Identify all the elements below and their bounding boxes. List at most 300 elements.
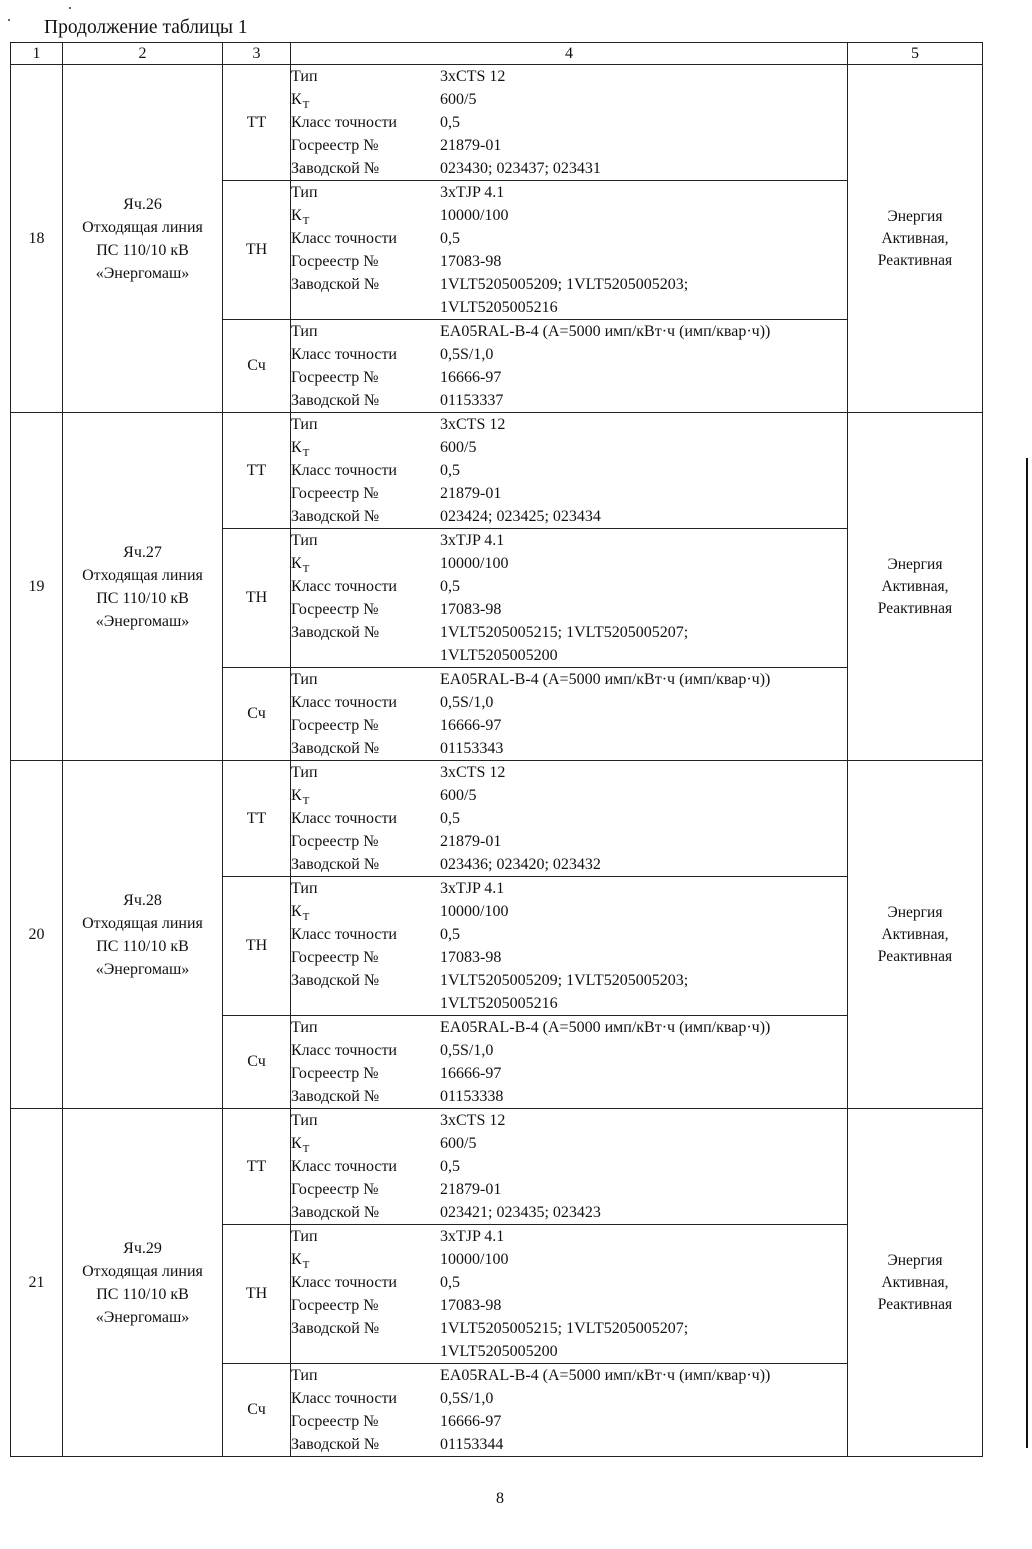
spec-key xyxy=(291,1201,440,1224)
spec-key-text: Класс точности xyxy=(291,810,397,827)
spec-row xyxy=(291,1085,847,1108)
spec-value: 16666-97 xyxy=(440,717,502,734)
energy-type xyxy=(848,65,983,413)
spec-key xyxy=(291,1364,440,1387)
spec-key-text: Класс точности xyxy=(291,1390,397,1407)
spec-key xyxy=(291,366,440,389)
feeder-name-line: «Энергомаш» xyxy=(95,1308,190,1326)
spec-key xyxy=(291,900,440,923)
equipment-spec-sch xyxy=(291,1364,848,1457)
spec-value: 3xTJP 4.1 xyxy=(440,184,505,201)
spec-row xyxy=(291,1340,847,1363)
spec-row xyxy=(291,1364,847,1387)
spec-row xyxy=(291,946,847,969)
column-header: 1 xyxy=(11,43,63,65)
equipment-kind-tt: ТТ xyxy=(223,1109,291,1225)
spec-value: 10000/100 xyxy=(440,1251,509,1268)
spec-key xyxy=(291,227,440,250)
spec-key-text: Класс точности xyxy=(291,462,397,479)
spec-key xyxy=(291,668,440,691)
spec-value: 023436; 023420; 023432 xyxy=(440,856,601,873)
spec-row xyxy=(291,900,847,923)
spec-key-text: К xyxy=(291,555,302,572)
spec-row xyxy=(291,992,847,1015)
spec-row xyxy=(291,877,847,900)
spec-value: 21879-01 xyxy=(440,833,502,850)
spec-key-text: Класс точности xyxy=(291,1042,397,1059)
spec-key-text: Госреестр № xyxy=(291,1181,379,1198)
spec-value: 600/5 xyxy=(440,439,477,456)
spec-key xyxy=(291,1248,440,1271)
spec-key-subscript: Т xyxy=(302,447,310,459)
spec-key xyxy=(291,1178,440,1201)
energy-type-line: Энергия xyxy=(887,1251,943,1269)
spec-value: 17083-98 xyxy=(440,253,502,270)
spec-key-text: Тип xyxy=(291,671,318,688)
energy-type-line: Реактивная xyxy=(877,1295,953,1313)
feeder-name xyxy=(63,761,223,1109)
spec-key-subscript: Т xyxy=(302,795,310,807)
spec-row xyxy=(291,1271,847,1294)
spec-value: 16666-97 xyxy=(440,1413,502,1430)
spec-key-text: Тип xyxy=(291,1019,318,1036)
spec-key xyxy=(291,181,440,204)
spec-key xyxy=(291,1317,440,1340)
spec-key-subscript: Т xyxy=(302,1259,310,1271)
spec-key-text: Госреестр № xyxy=(291,717,379,734)
spec-row xyxy=(291,1155,847,1178)
spec-key xyxy=(291,505,440,528)
spec-key xyxy=(291,992,440,1015)
spec-key xyxy=(291,761,440,784)
feeder-name xyxy=(63,1109,223,1457)
spec-key xyxy=(291,250,440,273)
equipment-kind-th: ТН xyxy=(223,529,291,668)
equipment-spec-th xyxy=(291,181,848,320)
energy-type-line: Энергия xyxy=(887,207,943,225)
spec-value: 0,5 xyxy=(440,1274,460,1291)
feeder-name-line: «Энергомаш» xyxy=(95,612,190,630)
spec-key-text: Госреестр № xyxy=(291,1413,379,1430)
spec-key xyxy=(291,389,440,412)
spec-value: 600/5 xyxy=(440,787,477,804)
spec-value: EA05RAL-B-4 (A=5000 имп/кВт·ч (имп/квар·ч)) xyxy=(440,1019,771,1036)
spec-value: 01153343 xyxy=(440,740,504,757)
spec-value: 0,5 xyxy=(440,462,460,479)
spec-value: 0,5 xyxy=(440,114,460,131)
spec-row xyxy=(291,853,847,876)
scan-edge-line xyxy=(1026,458,1028,1448)
spec-value: EA05RAL-B-4 (A=5000 имп/кВт·ч (имп/квар·ч)) xyxy=(440,323,771,340)
equipment-table xyxy=(10,42,983,1457)
page-number: 8 xyxy=(496,1490,504,1507)
energy-type xyxy=(848,1109,983,1457)
spec-value: 1VLT5205005200 xyxy=(440,1343,558,1360)
spec-key-text: Госреестр № xyxy=(291,949,379,966)
spec-key-text: Госреестр № xyxy=(291,369,379,386)
spec-key-text: К xyxy=(291,91,302,108)
spec-value: 3xTJP 4.1 xyxy=(440,532,505,549)
spec-key-text: Заводской № xyxy=(291,972,380,989)
spec-key xyxy=(291,1016,440,1039)
row-number: 20 xyxy=(11,761,63,1109)
spec-row xyxy=(291,1178,847,1201)
feeder-name-line: Яч.27 xyxy=(123,543,162,561)
feeder-name-line: Отходящая линия xyxy=(82,1262,203,1280)
spec-key xyxy=(291,807,440,830)
spec-key xyxy=(291,1039,440,1062)
spec-row xyxy=(291,969,847,992)
spec-key xyxy=(291,575,440,598)
column-number-header-row xyxy=(11,43,983,65)
energy-type xyxy=(848,413,983,761)
scan-speck xyxy=(8,19,10,21)
spec-key xyxy=(291,923,440,946)
spec-value: 16666-97 xyxy=(440,369,502,386)
spec-key-text: Класс точности xyxy=(291,114,397,131)
spec-key-text: Заводской № xyxy=(291,508,380,525)
feeder-name-line: «Энергомаш» xyxy=(95,264,190,282)
spec-row xyxy=(291,227,847,250)
spec-key-text: Заводской № xyxy=(291,1320,380,1337)
feeder-name-line: Отходящая линия xyxy=(82,566,203,584)
spec-row xyxy=(291,459,847,482)
spec-key-text: Заводской № xyxy=(291,740,380,757)
equipment-spec-th xyxy=(291,529,848,668)
spec-row xyxy=(291,413,847,436)
spec-value: 01153338 xyxy=(440,1088,504,1105)
spec-key-text: К xyxy=(291,439,302,456)
energy-type-line: Реактивная xyxy=(877,947,953,965)
spec-key xyxy=(291,1225,440,1248)
equipment-spec-tt xyxy=(291,761,848,877)
spec-value: 0,5 xyxy=(440,810,460,827)
spec-key xyxy=(291,1387,440,1410)
table-row-tt xyxy=(11,413,983,529)
spec-row xyxy=(291,1201,847,1224)
spec-value: 3xCTS 12 xyxy=(440,1112,506,1129)
spec-key-text: К xyxy=(291,207,302,224)
spec-key xyxy=(291,1410,440,1433)
spec-value: 1VLT5205005215; 1VLT5205005207; xyxy=(440,1320,689,1337)
spec-key xyxy=(291,1271,440,1294)
row-number: 19 xyxy=(11,413,63,761)
table-row-tt xyxy=(11,65,983,181)
row-number: 21 xyxy=(11,1109,63,1457)
column-header: 5 xyxy=(848,43,983,65)
spec-key xyxy=(291,1433,440,1456)
spec-key xyxy=(291,343,440,366)
spec-key-text: Госреестр № xyxy=(291,833,379,850)
spec-value: 3xCTS 12 xyxy=(440,68,506,85)
equipment-spec-sch xyxy=(291,668,848,761)
spec-row xyxy=(291,761,847,784)
spec-row xyxy=(291,1410,847,1433)
feeder-name xyxy=(63,65,223,413)
spec-value: 0,5S/1,0 xyxy=(440,1390,494,1407)
spec-row xyxy=(291,691,847,714)
spec-key xyxy=(291,1155,440,1178)
equipment-spec-th xyxy=(291,877,848,1016)
spec-row xyxy=(291,1132,847,1155)
equipment-spec-tt xyxy=(291,413,848,529)
equipment-kind-sch: Сч xyxy=(223,668,291,761)
spec-key-text: Заводской № xyxy=(291,392,380,409)
spec-key xyxy=(291,1132,440,1155)
spec-key xyxy=(291,65,440,88)
spec-value: 10000/100 xyxy=(440,207,509,224)
spec-key-text: Заводской № xyxy=(291,1088,380,1105)
spec-row xyxy=(291,204,847,227)
spec-key xyxy=(291,877,440,900)
feeder-name-line: Яч.28 xyxy=(123,891,162,909)
spec-row xyxy=(291,598,847,621)
spec-key-text: Заводской № xyxy=(291,276,380,293)
spec-key-text: К xyxy=(291,1135,302,1152)
spec-key-text: Тип xyxy=(291,1367,318,1384)
spec-value: 023421; 023435; 023423 xyxy=(440,1204,601,1221)
spec-value: 0,5S/1,0 xyxy=(440,346,494,363)
spec-row xyxy=(291,65,847,88)
spec-key-text: К xyxy=(291,787,302,804)
spec-key-text: Заводской № xyxy=(291,160,380,177)
spec-value: 1VLT5205005200 xyxy=(440,647,558,664)
spec-key xyxy=(291,714,440,737)
spec-row xyxy=(291,343,847,366)
spec-key-text: Тип xyxy=(291,416,318,433)
equipment-spec-tt xyxy=(291,65,848,181)
feeder-name-line: ПС 110/10 кВ xyxy=(96,937,189,955)
spec-key-subscript: Т xyxy=(302,911,310,923)
spec-key-text: Тип xyxy=(291,532,318,549)
equipment-spec-sch xyxy=(291,320,848,413)
spec-value: 3xTJP 4.1 xyxy=(440,1228,505,1245)
spec-value: 0,5 xyxy=(440,230,460,247)
spec-key xyxy=(291,598,440,621)
equipment-kind-sch: Сч xyxy=(223,320,291,413)
spec-key-text: Тип xyxy=(291,68,318,85)
spec-key-subscript: Т xyxy=(302,99,310,111)
spec-row xyxy=(291,1016,847,1039)
equipment-kind-tt: ТТ xyxy=(223,761,291,877)
spec-row xyxy=(291,1317,847,1340)
spec-key xyxy=(291,737,440,760)
spec-row xyxy=(291,436,847,459)
spec-key-text: Госреестр № xyxy=(291,601,379,618)
spec-key xyxy=(291,621,440,644)
spec-value: 1VLT5205005215; 1VLT5205005207; xyxy=(440,624,689,641)
spec-value: 1VLT5205005216 xyxy=(440,299,558,316)
feeder-name-line: Яч.26 xyxy=(123,195,162,213)
spec-value: 21879-01 xyxy=(440,137,502,154)
spec-value: 17083-98 xyxy=(440,1297,502,1314)
spec-key-text: Класс точности xyxy=(291,578,397,595)
spec-key xyxy=(291,1085,440,1108)
row-number: 18 xyxy=(11,65,63,413)
spec-value: 0,5 xyxy=(440,1158,460,1175)
spec-row xyxy=(291,366,847,389)
spec-key-text: Тип xyxy=(291,184,318,201)
spec-key-text: Класс точности xyxy=(291,1158,397,1175)
spec-value: 17083-98 xyxy=(440,601,502,618)
energy-type-line: Энергия xyxy=(887,555,943,573)
spec-value: 1VLT5205005216 xyxy=(440,995,558,1012)
spec-key xyxy=(291,1340,440,1363)
equipment-kind-th: ТН xyxy=(223,181,291,320)
spec-row xyxy=(291,668,847,691)
spec-key-text: Класс точности xyxy=(291,1274,397,1291)
spec-key xyxy=(291,459,440,482)
energy-type-line: Активная, xyxy=(881,577,949,595)
equipment-kind-sch: Сч xyxy=(223,1364,291,1457)
spec-value: 21879-01 xyxy=(440,485,502,502)
equipment-kind-tt: ТТ xyxy=(223,65,291,181)
spec-key xyxy=(291,296,440,319)
feeder-name-line: ПС 110/10 кВ xyxy=(96,1285,189,1303)
spec-value: 16666-97 xyxy=(440,1065,502,1082)
spec-key-text: Госреестр № xyxy=(291,485,379,502)
spec-row xyxy=(291,157,847,180)
spec-key-text: К xyxy=(291,1251,302,1268)
feeder-name-line: «Энергомаш» xyxy=(95,960,190,978)
spec-row xyxy=(291,296,847,319)
spec-key-text: Тип xyxy=(291,764,318,781)
energy-type-line: Реактивная xyxy=(877,599,953,617)
spec-value: 17083-98 xyxy=(440,949,502,966)
spec-key xyxy=(291,134,440,157)
feeder-name-line: Яч.29 xyxy=(123,1239,162,1257)
spec-key xyxy=(291,204,440,227)
spec-row xyxy=(291,181,847,204)
spec-key-text: Тип xyxy=(291,880,318,897)
spec-row xyxy=(291,1062,847,1085)
spec-key xyxy=(291,1109,440,1132)
spec-value: 1VLT5205005209; 1VLT5205005203; xyxy=(440,972,689,989)
spec-key xyxy=(291,88,440,111)
spec-key-text: Заводской № xyxy=(291,856,380,873)
equipment-kind-sch: Сч xyxy=(223,1016,291,1109)
spec-row xyxy=(291,1039,847,1062)
equipment-kind-th: ТН xyxy=(223,1225,291,1364)
spec-value: 0,5 xyxy=(440,578,460,595)
spec-key-text: Класс точности xyxy=(291,346,397,363)
spec-value: 0,5 xyxy=(440,926,460,943)
table-caption: Продолжение таблицы 1 xyxy=(44,17,248,38)
spec-key xyxy=(291,853,440,876)
spec-row xyxy=(291,807,847,830)
spec-row xyxy=(291,134,847,157)
spec-row xyxy=(291,1294,847,1317)
spec-row xyxy=(291,1387,847,1410)
feeder-name-line: Отходящая линия xyxy=(82,914,203,932)
spec-key xyxy=(291,273,440,296)
feeder-name-line: Отходящая линия xyxy=(82,218,203,236)
spec-key xyxy=(291,784,440,807)
spec-value: 10000/100 xyxy=(440,555,509,572)
energy-type-line: Активная, xyxy=(881,229,949,247)
equipment-spec-sch xyxy=(291,1016,848,1109)
spec-key xyxy=(291,320,440,343)
equipment-spec-th xyxy=(291,1225,848,1364)
energy-type-line: Реактивная xyxy=(877,251,953,269)
spec-key-text: Тип xyxy=(291,323,318,340)
spec-row xyxy=(291,505,847,528)
spec-row xyxy=(291,482,847,505)
spec-key xyxy=(291,830,440,853)
column-header: 4 xyxy=(291,43,848,65)
spec-row xyxy=(291,1433,847,1456)
spec-key xyxy=(291,529,440,552)
spec-value: EA05RAL-B-4 (A=5000 имп/кВт·ч (имп/квар·ч)) xyxy=(440,1367,771,1384)
energy-type-line: Активная, xyxy=(881,1273,949,1291)
feeder-name-line: ПС 110/10 кВ xyxy=(96,241,189,259)
spec-row xyxy=(291,1225,847,1248)
spec-key xyxy=(291,644,440,667)
spec-row xyxy=(291,552,847,575)
spec-row xyxy=(291,529,847,552)
spec-value: 023424; 023425; 023434 xyxy=(440,508,601,525)
spec-key-text: Заводской № xyxy=(291,1436,380,1453)
column-header: 2 xyxy=(63,43,223,65)
spec-row xyxy=(291,320,847,343)
spec-value: 023430; 023437; 023431 xyxy=(440,160,601,177)
spec-key xyxy=(291,413,440,436)
spec-key xyxy=(291,157,440,180)
spec-row xyxy=(291,88,847,111)
column-header: 3 xyxy=(223,43,291,65)
scan-speck xyxy=(69,7,71,9)
spec-key xyxy=(291,946,440,969)
spec-key-subscript: Т xyxy=(302,1143,310,1155)
table-row-tt xyxy=(11,1109,983,1225)
spec-key xyxy=(291,552,440,575)
spec-row xyxy=(291,273,847,296)
spec-value: 3xTJP 4.1 xyxy=(440,880,505,897)
spec-key-text: К xyxy=(291,903,302,920)
spec-value: 0,5S/1,0 xyxy=(440,694,494,711)
spec-value: 01153337 xyxy=(440,392,504,409)
spec-key-text: Тип xyxy=(291,1112,318,1129)
spec-key-text: Тип xyxy=(291,1228,318,1245)
spec-key xyxy=(291,969,440,992)
spec-key xyxy=(291,436,440,459)
feeder-name xyxy=(63,413,223,761)
spec-row xyxy=(291,621,847,644)
spec-key xyxy=(291,482,440,505)
spec-key-text: Класс точности xyxy=(291,926,397,943)
table-row-tt xyxy=(11,761,983,877)
spec-value: 3xCTS 12 xyxy=(440,764,506,781)
energy-type-line: Активная, xyxy=(881,925,949,943)
spec-row xyxy=(291,714,847,737)
spec-key-subscript: Т xyxy=(302,563,310,575)
spec-value: 01153344 xyxy=(440,1436,504,1453)
spec-row xyxy=(291,111,847,134)
spec-key xyxy=(291,1294,440,1317)
spec-value: 10000/100 xyxy=(440,903,509,920)
spec-key xyxy=(291,111,440,134)
spec-row xyxy=(291,250,847,273)
equipment-kind-th: ТН xyxy=(223,877,291,1016)
spec-key xyxy=(291,691,440,714)
spec-row xyxy=(291,1109,847,1132)
spec-key-text: Заводской № xyxy=(291,1204,380,1221)
spec-key-text: Госреестр № xyxy=(291,253,379,270)
spec-key xyxy=(291,1062,440,1085)
spec-row xyxy=(291,1248,847,1271)
spec-row xyxy=(291,389,847,412)
spec-value: 21879-01 xyxy=(440,1181,502,1198)
